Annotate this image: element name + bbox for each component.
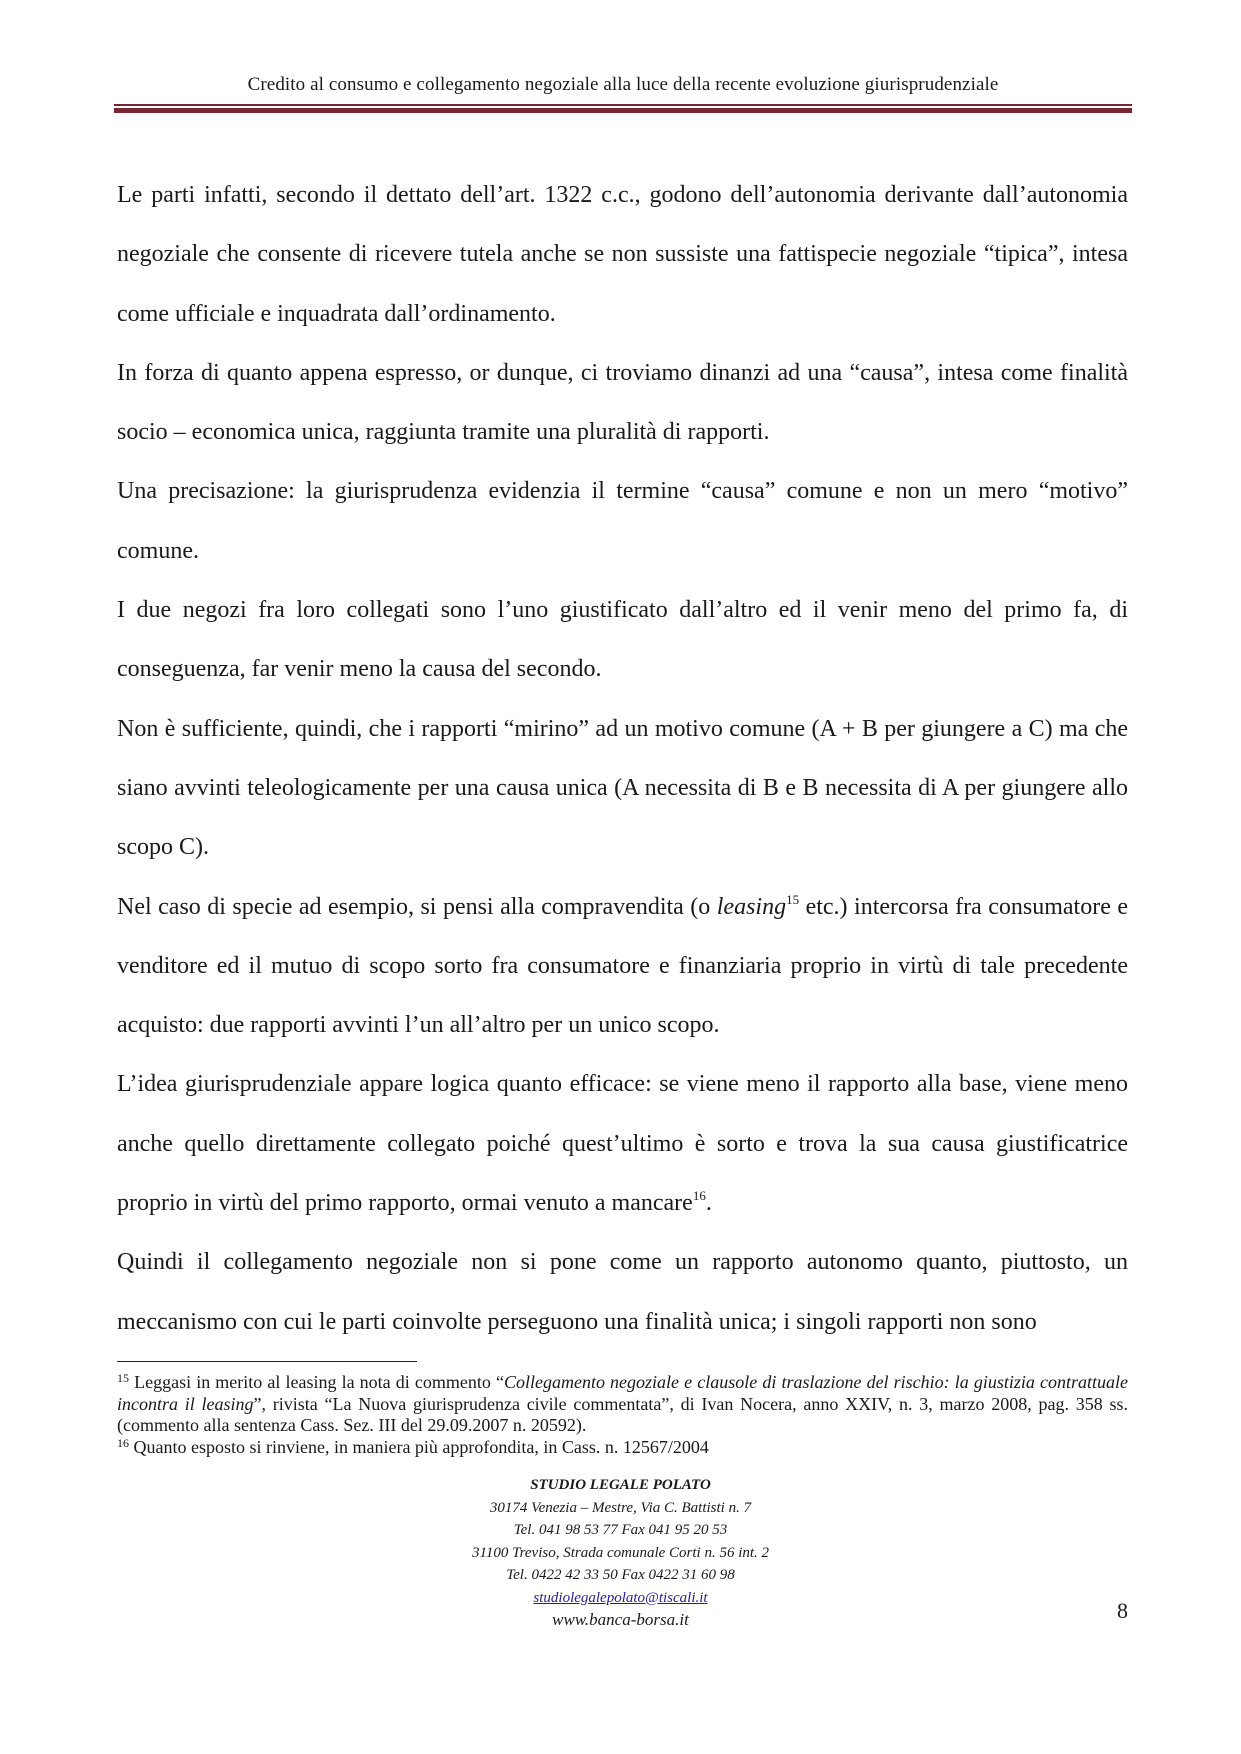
header-rule-thin	[114, 104, 1132, 106]
paragraph-7-text-b: .	[705, 1190, 712, 1217]
footnotes	[117, 1372, 1128, 1458]
paragraph-1: Le parti infatti, secondo il dettato dell’art. 1322 c.c., godono dell’autonomia derivante dall’autonomia negoziale che consente di ricevere tutela anche se non sussiste una fattispecie negoziale “tipica”, intesa come ufficiale e inquadrata dall’ordinamento.	[117, 182, 1128, 327]
footnote-ref-16[interactable]: 16	[692, 1188, 706, 1204]
footnote-ref-15[interactable]: 15	[786, 891, 800, 907]
body-text	[117, 166, 1128, 1352]
footnote-16	[117, 1437, 1128, 1459]
running-header: Credito al consumo e collegamento negoziale alla luce della recente evoluzione giurisprudenziale	[247, 74, 999, 95]
paragraph-2: In forza di quanto appena espresso, or dunque, ci troviamo dinanzi ad una “causa”, intesa come finalità socio – economica unica, raggiunta tramite una pluralità di rapporti.	[117, 359, 1128, 446]
paragraph-8: Quindi il collegamento negoziale non si pone come un rapporto autonomo quanto, piuttosto, un meccanismo con cui le parti coinvolte perseguono una finalità unica; i singoli rapporti non sono	[117, 1249, 1128, 1335]
header-rule-thick	[114, 108, 1132, 113]
footer-website: www.banca-borsa.it	[552, 1610, 689, 1629]
page-number: 8	[1117, 1598, 1128, 1623]
footnote-15-text-a: Leggasi in merito al leasing la nota di commento “	[129, 1372, 504, 1392]
footnote-15-italic: Collegamento negoziale e clausole di traslazione del rischio: la giustizia contrattuale incontra il leasing	[117, 1372, 1128, 1414]
footer-phone-venezia: Tel. 041 98 53 77 Fax 041 95 20 53	[513, 1522, 728, 1538]
paragraph-3: Una precisazione: la giurisprudenza evidenzia il termine “causa” comune e non un mero “motivo” comune.	[117, 478, 1128, 564]
footer-contact-block	[400, 1474, 841, 1632]
footer-phone-treviso: Tel. 0422 42 33 50 Fax 0422 31 60 98	[506, 1567, 735, 1583]
footnote-15	[117, 1372, 1128, 1437]
footnote-15-number: 15	[117, 1371, 129, 1385]
paragraph-6-text-a: Nel caso di specie ad esempio, si pensi alla compravendita (o	[117, 893, 717, 920]
paragraph-6-italic: leasing	[716, 893, 787, 920]
footnote-16-text: Quanto esposto si rinviene, in maniera più approfondita, in Cass. n. 12567/2004	[129, 1436, 709, 1457]
footer-firm-name: STUDIO LEGALE POLATO	[530, 1477, 711, 1493]
paragraph-7-text-a: L’idea giurisprudenziale appare logica quanto efficace: se viene meno il rapporto alla base, viene meno anche quello direttamente collegato poiché quest’ultimo è sorto e trova la sua causa giustificatrice proprio in virtù del primo rapporto, ormai venuto a mancare	[117, 1071, 1128, 1217]
footer-address-treviso: 31100 Treviso, Strada comunale Corti n. 56 int. 2	[471, 1544, 770, 1561]
paragraph-4: I due negozi fra loro collegati sono l’uno giustificato dall’altro ed il venir meno del primo fa, di conseguenza, far venir meno la causa del secondo.	[117, 597, 1128, 683]
footnote-16-number: 16	[117, 1435, 129, 1450]
paragraph-7	[117, 1055, 1128, 1233]
footnote-15-text-b: ”, rivista “La Nuova giurisprudenza civile commentata”, di Ivan Nocera, anno XXIV, n. 3, marzo 2008, pag. 358 ss. (commento alla sentenza Cass. Sez. III del 29.09.2007 n. 20592).	[117, 1393, 1129, 1435]
paragraph-6-text-b: etc.) intercorsa fra consumatore e venditore ed il mutuo di scopo sorto fra consumatore e finanziaria proprio in virtù di tale precedente acquisto: due rapporti avvinti l’un all’altro per un unico scopo.	[117, 893, 1128, 1039]
paragraph-5: Non è sufficiente, quindi, che i rapporti “mirino” ad un motivo comune (A + B per giungere a C) ma che siano avvinti teleologicamente per una causa unica (A necessita di B e B necessita di A per giungere allo scopo C).	[117, 715, 1128, 861]
footer-email-link[interactable]: studiolegalepolato@tiscali.it	[533, 1589, 708, 1606]
paragraph-6	[117, 878, 1128, 1056]
footer-address-venezia: 30174 Venezia – Mestre, Via C. Battisti n. 7	[489, 1499, 752, 1516]
footnote-separator	[117, 1361, 417, 1362]
